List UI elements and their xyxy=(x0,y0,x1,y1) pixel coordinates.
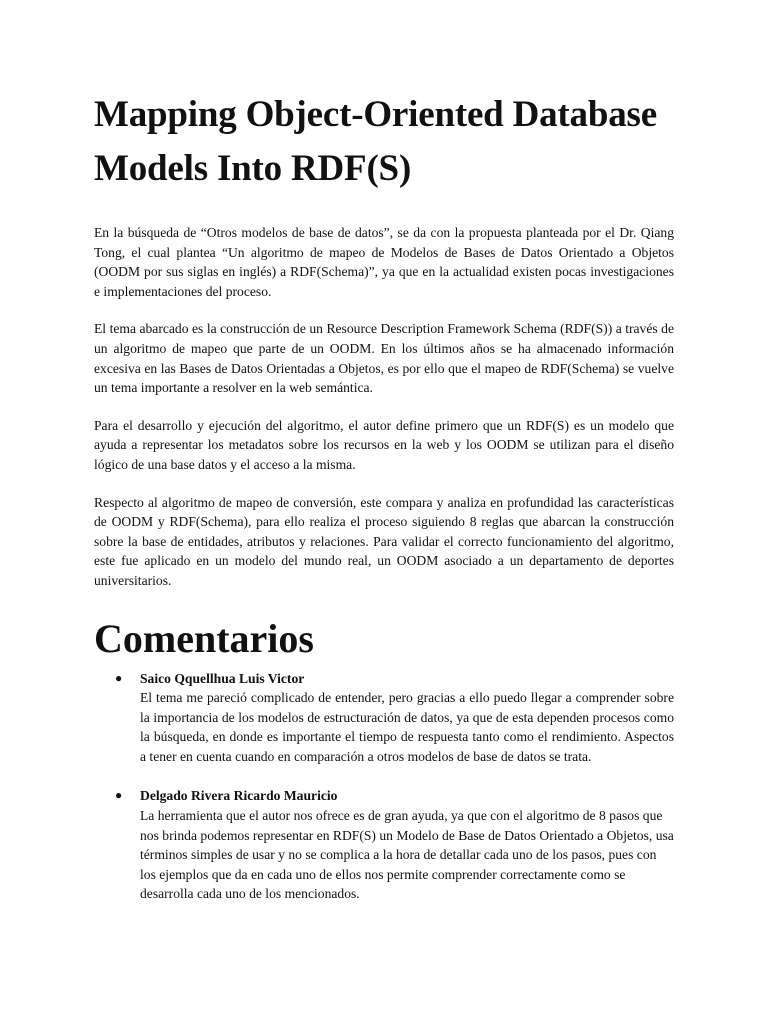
document-title: Mapping Object-Oriented Database Models Into RDF(S) xyxy=(94,94,657,189)
comments-list xyxy=(94,669,674,905)
comment-text: El tema me pareció complicado de entender, pero gracias a ello puedo llegar a comprender sobre la importancia de los modelos de estructuración de datos, ya que de esta dependen procesos como la búsqueda, en donde es importante el tiempo de respuesta tanto como el rendimiento. Aspectos a tener en cuenta cuando en comparación a otros modelos de base de datos se trata. xyxy=(140,690,674,764)
bullet-icon: ● xyxy=(115,788,123,803)
paragraph-intro: En la búsqueda de “Otros modelos de base de datos”, se da con la propuesta planteada por el Dr. Qiang Tong, el cual plantea “Un algoritmo de mapeo de Modelos de Bases de Datos Orientado a Objetos (OODM por sus siglas en inglés) a RDF(Schema)”, ya que en la actualidad existen pocas investigaciones e implementaciones del proceso. xyxy=(94,225,674,299)
comment-author: Saico Qquellhua Luis Victor xyxy=(140,670,305,686)
paragraph-algorithm: Respecto al algoritmo de mapeo de conversión, este compara y analiza en profundidad las características de OODM y RDF(Schema), para ello realiza el proceso siguiendo 8 reglas que abarcan la construcción sobre la base de entidades, atributos y relaciones. Para validar el correcto funcionamiento del algoritmo, este fue aplicado en un modelo del mundo real, un OODM asociado a un departamento de deportes universitarios. xyxy=(94,494,674,588)
comment-author: Delgado Rivera Ricardo Mauricio xyxy=(140,788,338,804)
comment-item xyxy=(94,786,674,904)
comments-heading: Comentarios xyxy=(94,615,314,661)
paragraph-topic: El tema abarcado es la construcción de un Resource Description Framework Schema (RDF(S)) a través de un algoritmo de mapeo que parte de un OODM. En los últimos años se ha almacenado información excesiva en las Bases de Datos Orientadas a Objetos, es por ello que el mapeo de RDF(Schema) se vuelve un tema importante a resolver en la web semántica. xyxy=(94,321,674,396)
comment-text: La herramienta que el autor nos ofrece es de gran ayuda, ya que con el algoritmo de 8 pasos que nos brinda podemos representar en RDF(S) un Modelo de Base de Datos Orientado a Objetos, usa términos simples de usar y no se complica a la hora de detallar cada uno de los pasos, pues con los ejemplos que da en cada uno de ellos nos permite comprender correctamente como se desarrolla cada uno de los mencionados. xyxy=(140,808,674,902)
paragraph-development: Para el desarrollo y ejecución del algoritmo, el autor define primero que un RDF(S) es un modelo que ayuda a representar los metadatos sobre los recursos en la web y los OODM se utilizan para el diseño lógico de una base datos y el acceso a la misma. xyxy=(94,417,674,472)
bullet-icon: ● xyxy=(115,670,123,685)
comment-item xyxy=(94,669,674,767)
